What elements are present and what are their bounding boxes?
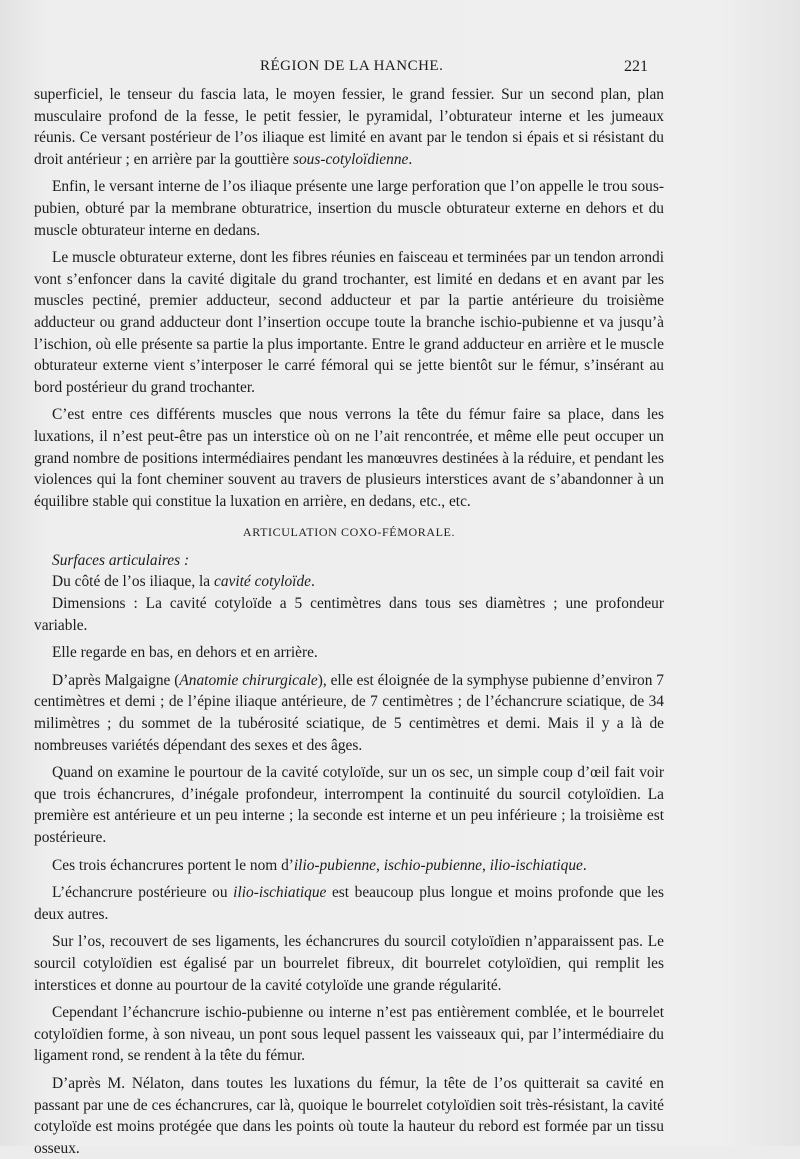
paragraph: Le muscle obturateur externe, dont les fibres réunies en faisceau et terminées par un tendon arrondi vont s’enfoncer dans la cavité digitale du grand trochanter, est limité en dedans et en avant par les muscles pectiné, premier adducteur, second adducteur et par la partie antérieure du troisième adducteur ou grand adducteur dont l’insertion occupe toute la branche ischio-pubienne et va jusqu’à l’ischion, où elle présente sa partie la plus importante. Entre le grand adducteur en arrière et le muscle obturateur externe vient s’interposer le carré fémoral qui se jette bientôt sur le fémur, s’insérant au bord postérieur du grand trochanter. bbox=[34, 249, 664, 396]
paragraph: Cependant l’échancrure ischio-pubienne ou interne n’est pas entièrement comblée, et le bourrelet cotyloïdien forme, à son niveau, un pont sous lequel passent les vaisseaux qui, par l’intermédiaire du ligament rond, se rendent à la tête du fémur. bbox=[34, 1004, 664, 1065]
page-header bbox=[34, 58, 654, 82]
paragraph: L’échancrure postérieure ou ilio-ischiatique est beaucoup plus longue et moins profonde que les deux autres. bbox=[34, 884, 664, 923]
paragraph: Quand on examine le pourtour de la cavité cotyloïde, sur un os sec, un simple coup d’œil fait voir que trois échancrures, d’inégale profondeur, interrompent la continuité du sourcil cotyloïdien. La première est antérieure et un peu interne ; la seconde est interne et un peu inférieure ; la troisième est postérieure. bbox=[34, 764, 664, 846]
paragraph: D’après M. Nélaton, dans toutes les luxations du fémur, la tête de l’os quitterait sa cavité en passant par une de ces échancrures, car là, quoique le bourrelet cotyloïdien soit très-résistant, la cavité cotyloïde est moins protégée que dans les points où toute la hauteur du rebord est formée par un tissu osseux. bbox=[34, 1074, 664, 1157]
paragraph: Ces trois échancrures portent le nom d’ilio-pubienne, ischio-pubienne, ilio-ischiatique. bbox=[52, 856, 587, 874]
paragraph: Elle regarde en bas, en dehors et en arrière. bbox=[52, 644, 318, 662]
emphasis: ilio-ischiatique bbox=[233, 884, 327, 902]
paragraph: Dimensions : La cavité cotyloïde a 5 centimètres dans tous ses diamètres ; une profondeur variable. bbox=[34, 595, 664, 634]
paragraph: superficiel, le tenseur du fascia lata, le moyen fessier, le grand fessier. Sur un second plan, plan musculaire profond de la fesse, le petit fessier, le pyramidal, l’obturateur interne et les jumeaux réunis. Ce versant postérieur de l’os iliaque est limité en avant par le tendon si épais et si résistant du droit antérieur ; en arrière par la gouttière sous-cotyloïdienne. bbox=[34, 86, 664, 168]
paragraph: D’après Malgaigne (Anatomie chirurgicale), elle est éloignée de la symphyse pubienne d’environ 7 centimètres et demi ; de l’épine iliaque antérieure, de 7 centimètres ; de l’échancrure sciatique, de 34 milimètres ; du sommet de la tubérosité sciatique, de 5 centimètres et demi. Mais il y a là de nombreuses variétés dépendant des sexes et des âges. bbox=[34, 671, 665, 754]
section-title: ARTICULATION COXO-FÉMORALE. bbox=[242, 525, 456, 540]
emphasis: ilio-pubienne bbox=[293, 856, 376, 874]
paragraph: Enfin, le versant interne de l’os iliaque présente une large perforation que l’on appelle le trou sous-pubien, obturé par la membrane obturatrice, insertion du muscle obturateur externe en dehors et du muscle obturateur interne en dedans. bbox=[34, 178, 664, 239]
body-text bbox=[34, 84, 664, 1159]
paragraph: Du côté de l’os iliaque, la cavité cotyloïde. bbox=[52, 573, 315, 591]
emphasis: ilio-ischiatique bbox=[489, 856, 583, 874]
page-number: 221 bbox=[624, 58, 648, 75]
emphasis: Anatomie chirurgicale bbox=[179, 671, 318, 689]
emphasis: cavité cotyloïde bbox=[213, 573, 311, 591]
running-title: RÉGION DE LA HANCHE. bbox=[260, 58, 444, 74]
emphasis: sous-cotyloïdienne bbox=[292, 150, 409, 168]
emphasis: ischio-pubienne bbox=[383, 856, 482, 874]
paragraph: Sur l’os, recouvert de ses ligaments, les échancrures du sourcil cotyloïdien n’apparaissent pas. Le sourcil cotyloïdien est égalisé par un bourrelet fibreux, dit bourrelet cotyloïdien, qui remplit les interstices et donne au pourtour de la cavité cotyloïde une grande régularité. bbox=[34, 933, 664, 994]
subheading: Surfaces articulaires : bbox=[52, 551, 190, 569]
paragraph: C’est entre ces différents muscles que nous verrons la tête du fémur faire sa place, dans les luxations, il n’est peut-être pas un interstice où on ne l’ait rencontrée, et même elle peut occuper un grand nombre de positions intermédiaires pendant les manœuvres destinées à la réduire, et pendant les violences qui la font cheminer souvent au travers de plusieurs interstices avant de s’abandonner à un équilibre stable qui constitue la luxation en arrière, en dedans, etc., etc. bbox=[34, 406, 664, 510]
